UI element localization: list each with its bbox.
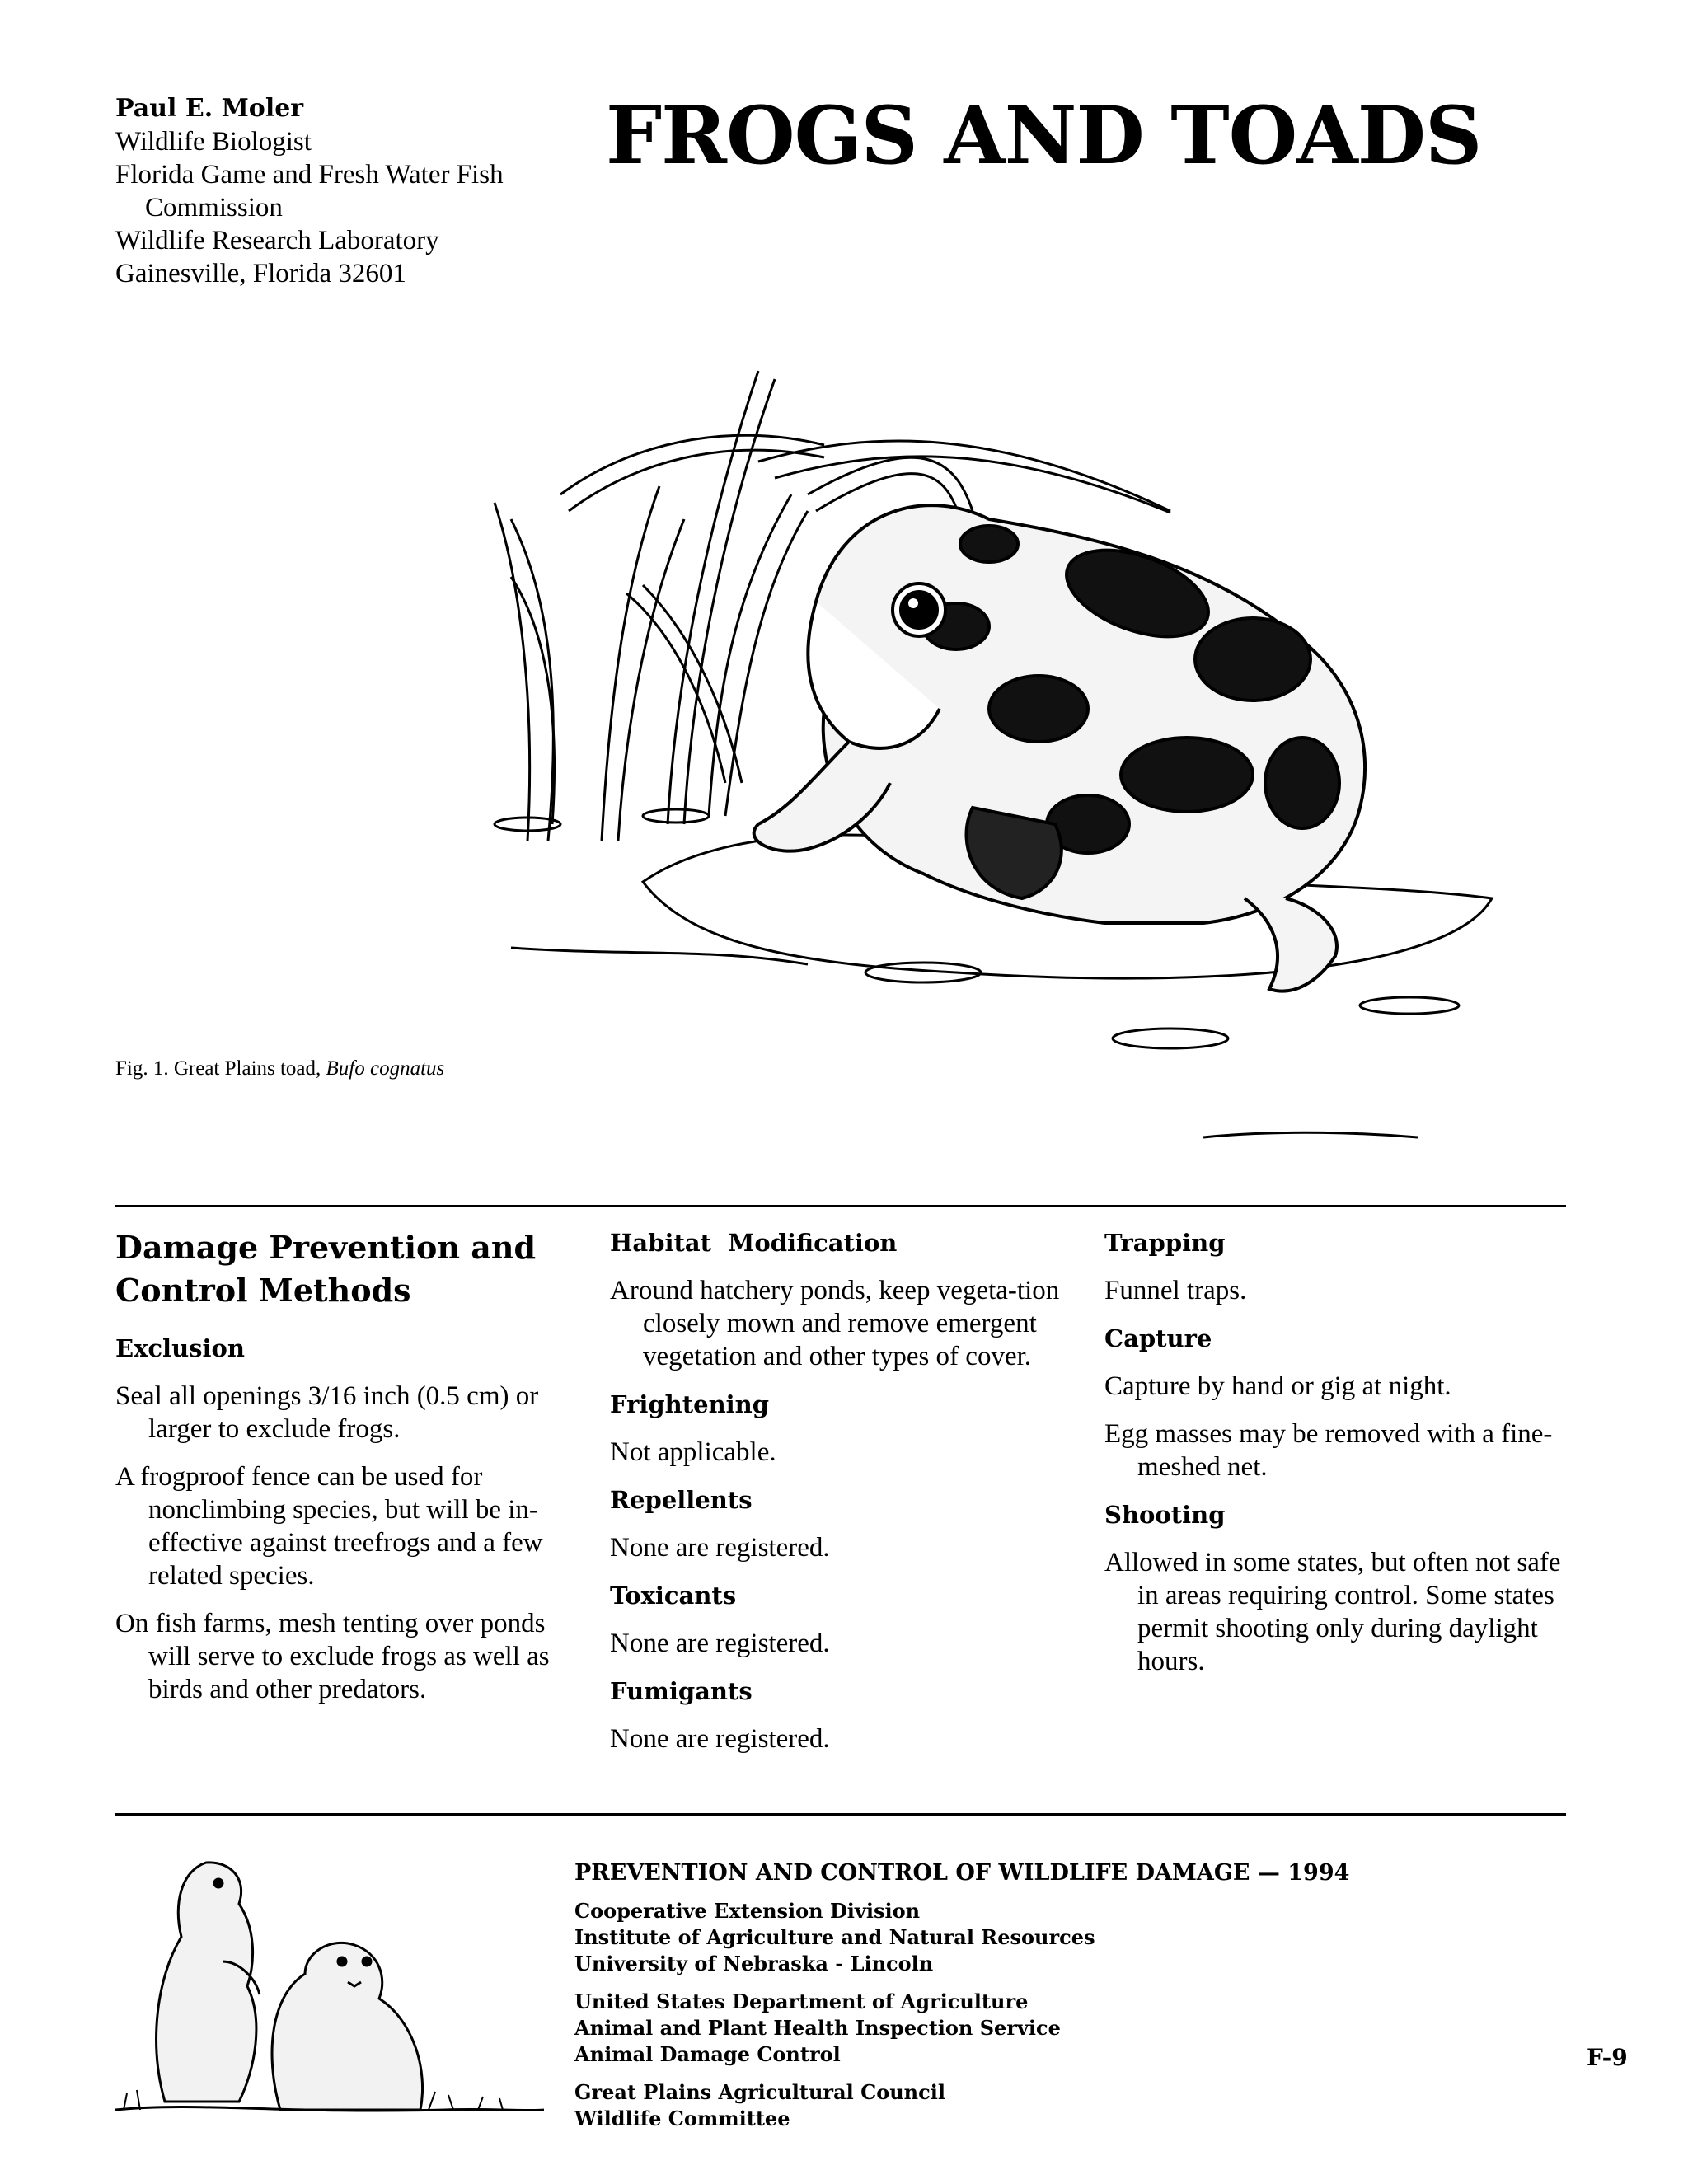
column-2 [610, 1226, 1071, 1770]
footer-group-nebraska [574, 1898, 1349, 1977]
section-heading [115, 1226, 577, 1312]
footer-line: Animal Damage Control [574, 2042, 841, 2066]
section-heading-line2: Control Methods [115, 1272, 411, 1309]
author-lab: Wildlife Research Laboratory [115, 226, 439, 255]
footer-line: Institute of Agriculture and Natural Resources [574, 1925, 1095, 1949]
subheading-frightening: Frightening [610, 1390, 770, 1418]
footer-line: University of Nebraska - Lincoln [574, 1952, 934, 1975]
page-number: F-9 [1587, 2044, 1628, 2071]
subheading-capture: Capture [1104, 1324, 1212, 1352]
figure-caption [115, 1057, 444, 1080]
exclusion-para-3: On fish farms, mesh tenting over ponds will serve to exclude frogs as well as birds and other predators. [115, 1609, 550, 1704]
footer-group-usda [574, 1989, 1349, 2068]
subheading-habitat: Habitat Modification [610, 1229, 898, 1257]
exclusion-para-2: A frogproof fence can be used for nonclimbing species, but will be in-effective against treefrogs and a few related species. [115, 1462, 543, 1591]
subheading-toxicants: Toxicants [610, 1582, 737, 1610]
caption-prefix: Fig. 1. Great Plains toad, [115, 1057, 326, 1080]
fumigants-text: None are registered. [610, 1724, 830, 1754]
page-title: FROGS AND TOADS [606, 89, 1482, 182]
column-3 [1104, 1226, 1566, 1693]
section-heading-line1: Damage Prevention and [115, 1229, 537, 1266]
footer-group-council [574, 2079, 1349, 2132]
subheading-trapping: Trapping [1104, 1229, 1226, 1257]
prairie-dogs-illustration [115, 1838, 544, 2118]
author-agency: Florida Game and Fresh Water Fish [115, 160, 504, 190]
column-1 [115, 1226, 577, 1721]
divider-top [115, 1205, 1566, 1207]
capture-para-2: Egg masses may be removed with a fine-meshed net. [1104, 1419, 1553, 1482]
footer-line: Cooperative Extension Division [574, 1899, 921, 1923]
footer-line: Great Plains Agricultural Council [574, 2080, 945, 2104]
author-agency-cont: Commission [145, 193, 283, 223]
repellents-text: None are registered. [610, 1533, 830, 1563]
capture-para-1: Capture by hand or gig at night. [1104, 1371, 1451, 1401]
subheading-fumigants: Fumigants [610, 1677, 753, 1705]
trapping-text: Funnel traps. [1104, 1276, 1247, 1305]
subheading-exclusion: Exclusion [115, 1334, 245, 1362]
footer-title: PREVENTION AND CONTROL OF WILDLIFE DAMAGE — 1994 [574, 1860, 1350, 1886]
shooting-text: Allowed in some states, but often not safe in areas requiring control. Some states permit shooting only during daylight hours. [1104, 1548, 1561, 1676]
footer-line: United States Department of Agriculture [574, 1990, 1029, 2013]
toad-illustration [462, 247, 1582, 1154]
footer-credits [574, 1857, 1349, 2144]
frightening-text: Not applicable. [610, 1437, 776, 1467]
subheading-repellents: Repellents [610, 1486, 753, 1514]
caption-species: Bufo cognatus [326, 1057, 445, 1080]
habitat-text: Around hatchery ponds, keep vegeta-tion closely mown and remove emergent vegetation and other types of cover. [610, 1276, 1060, 1371]
footer-line: Wildlife Committee [574, 2107, 790, 2130]
subheading-shooting: Shooting [1104, 1501, 1226, 1529]
divider-bottom [115, 1813, 1566, 1816]
exclusion-para-1: Seal all openings 3/16 inch (0.5 cm) or larger to exclude frogs. [115, 1381, 539, 1444]
toxicants-text: None are registered. [610, 1629, 830, 1658]
author-name: Paul E. Moler [115, 94, 304, 123]
footer-line: Animal and Plant Health Inspection Service [574, 2016, 1061, 2040]
author-title: Wildlife Biologist [115, 127, 312, 157]
author-address: Gainesville, Florida 32601 [115, 259, 406, 288]
